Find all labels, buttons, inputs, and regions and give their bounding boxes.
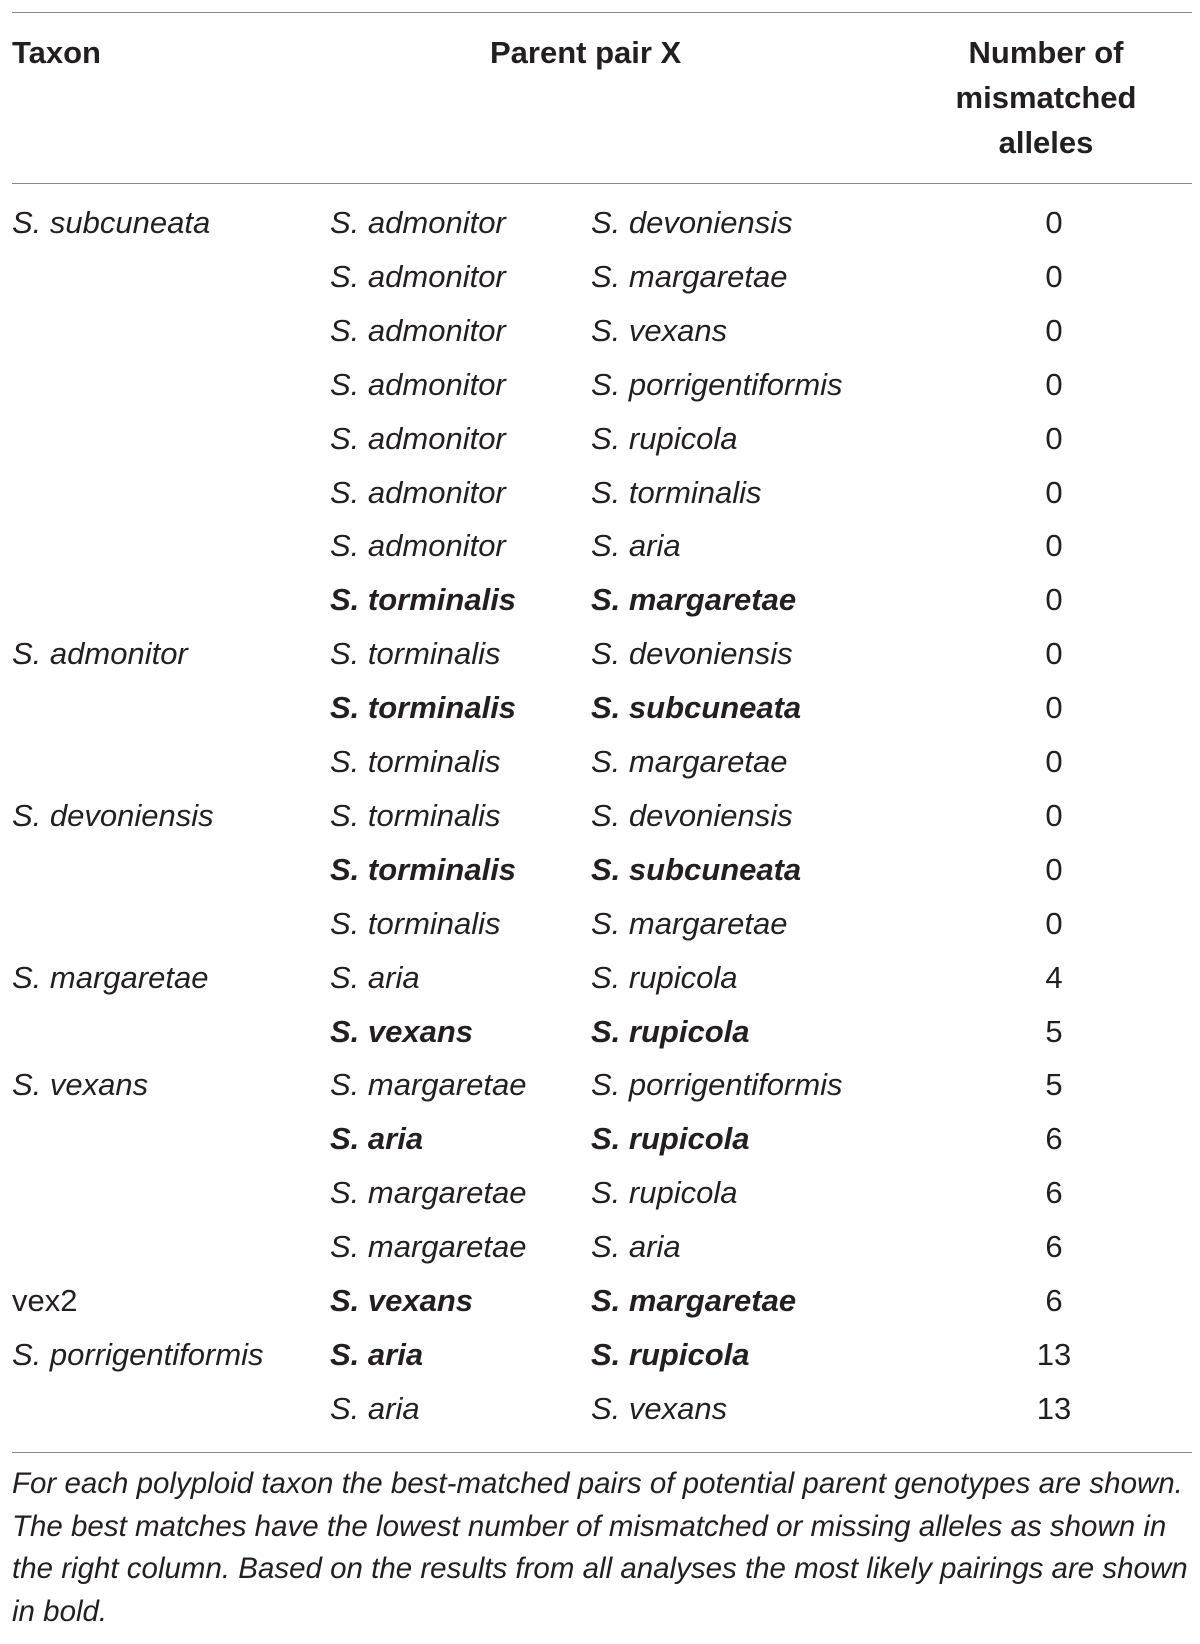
table-row — [0, 843, 1200, 897]
parent-1-cell: S. aria — [330, 1390, 420, 1426]
taxon-cell: S. porrigentiformis — [12, 1336, 264, 1372]
parent-1-cell: S. margaretae — [330, 1229, 527, 1265]
parent-2-cell: S. rupicola — [591, 1336, 750, 1372]
table-row — [0, 681, 1200, 735]
parent-1-cell: S. admonitor — [330, 205, 506, 240]
parent-2-cell: S. aria — [591, 528, 681, 564]
mismatch-count-cell: 0 — [1045, 690, 1063, 726]
parent-1-cell: S. margaretae — [330, 1175, 527, 1211]
table-row — [0, 1220, 1200, 1274]
mismatch-count-cell: 5 — [1045, 1067, 1063, 1103]
parent-2-cell: S. margaretae — [591, 582, 797, 618]
mismatch-count-cell: 0 — [1045, 905, 1063, 941]
mismatch-count-cell: 4 — [1045, 959, 1063, 995]
mismatch-count-cell: 0 — [1045, 636, 1063, 672]
parent-1-cell: S. torminalis — [330, 636, 501, 672]
mismatch-count-cell: 0 — [1045, 744, 1063, 779]
mismatch-count-cell: 6 — [1045, 1283, 1063, 1318]
table-row — [0, 735, 1200, 789]
mismatch-count-cell: 0 — [1045, 312, 1063, 348]
table-row — [0, 466, 1200, 520]
column-header-mismatched — [940, 30, 1152, 165]
parent-1-cell: S. torminalis — [330, 690, 517, 726]
parent-1-cell: S. admonitor — [330, 528, 506, 564]
mismatch-count-cell: 5 — [1045, 1013, 1063, 1049]
table-row — [0, 1274, 1200, 1328]
parent-1-cell: S. margaretae — [330, 1067, 527, 1103]
parent-1-cell: S. torminalis — [330, 797, 501, 833]
mismatch-count-cell: 0 — [1045, 258, 1063, 294]
table-row — [0, 951, 1200, 1005]
mismatch-count-cell: 13 — [1036, 1336, 1072, 1372]
parent-1-cell: S. admonitor — [330, 312, 506, 348]
parent-2-cell: S. porrigentiformis — [591, 366, 843, 402]
table-row — [0, 304, 1200, 358]
parent-2-cell: S. subcuneata — [591, 690, 802, 726]
parent-1-cell: S. vexans — [330, 1013, 474, 1049]
parent-1-cell: S. admonitor — [330, 366, 506, 402]
taxon-cell: vex2 — [12, 1283, 78, 1318]
parent-2-cell: S. rupicola — [591, 420, 738, 456]
table-top-rule — [12, 12, 1192, 13]
table-row — [0, 897, 1200, 951]
parent-2-cell: S. margaretae — [591, 1283, 797, 1318]
mismatch-count-cell: 0 — [1045, 420, 1063, 456]
parent-2-cell: S. margaretae — [591, 258, 788, 294]
table-row — [0, 1005, 1200, 1059]
mismatch-count-cell: 0 — [1045, 205, 1063, 240]
parent-2-cell: S. devoniensis — [591, 636, 793, 672]
table-row — [0, 1382, 1200, 1436]
parent-1-cell: S. aria — [330, 959, 420, 995]
column-header-parent-pair: Parent pair X — [490, 35, 682, 70]
table-row — [0, 196, 1200, 250]
taxon-cell: S. admonitor — [12, 636, 188, 672]
parent-2-cell: S. rupicola — [591, 1013, 750, 1049]
parent-1-cell: S. torminalis — [330, 905, 501, 941]
table-row — [0, 789, 1200, 843]
parent-2-cell: S. subcuneata — [591, 851, 802, 887]
parent-1-cell: S. aria — [330, 1336, 424, 1372]
mismatch-count-cell: 13 — [1036, 1390, 1072, 1426]
mismatch-count-cell: 0 — [1045, 797, 1063, 833]
mismatch-count-cell: 6 — [1045, 1121, 1063, 1157]
taxon-cell: S. margaretae — [12, 959, 209, 995]
parent-2-cell: S. rupicola — [591, 1121, 750, 1157]
parent-1-cell: S. torminalis — [330, 744, 501, 779]
table-header-rule — [12, 183, 1192, 184]
table-row — [0, 573, 1200, 627]
parent-1-cell: S. torminalis — [330, 851, 517, 887]
parent-2-cell: S. vexans — [591, 312, 728, 348]
table-bottom-rule — [12, 1452, 1192, 1453]
taxon-cell: S. vexans — [12, 1067, 149, 1103]
parent-1-cell: S. aria — [330, 1121, 424, 1157]
parent-2-cell: S. margaretae — [591, 744, 788, 779]
parent-2-cell: S. vexans — [591, 1390, 728, 1426]
column-header-taxon: Taxon — [12, 35, 101, 70]
parent-1-cell: S. admonitor — [330, 258, 506, 294]
parent-2-cell: S. porrigentiformis — [591, 1067, 843, 1103]
table-footnote: For each polyploid taxon the best-matched pairs of potential parent genotypes are shown. The best matches have the lowest number of mismatched or missing alleles as shown in the right column. Based on the results from all analyses the most likely pairings are shown in bold. — [12, 1467, 1188, 1628]
table-row — [0, 1058, 1200, 1112]
parent-2-cell: S. devoniensis — [591, 205, 793, 240]
parent-2-cell: S. aria — [591, 1229, 681, 1265]
table-row — [0, 1328, 1200, 1382]
column-header-mismatched-line-3: alleles — [998, 125, 1094, 160]
table-row — [0, 1112, 1200, 1166]
taxon-cell: S. devoniensis — [12, 797, 214, 833]
table-row — [0, 519, 1200, 573]
column-header-mismatched-line-2: mismatched — [955, 80, 1137, 115]
parent-2-cell: S. rupicola — [591, 1175, 738, 1211]
taxon-cell: S. subcuneata — [12, 205, 211, 240]
parent-1-cell: S. admonitor — [330, 474, 506, 510]
mismatch-count-cell: 6 — [1045, 1229, 1063, 1265]
parent-1-cell: S. vexans — [330, 1283, 474, 1318]
parent-1-cell: S. admonitor — [330, 420, 506, 456]
mismatch-count-cell: 0 — [1045, 474, 1063, 510]
column-header-mismatched-line-1: Number of — [968, 35, 1124, 70]
table-row — [0, 627, 1200, 681]
parent-2-cell: S. rupicola — [591, 959, 738, 995]
parent-1-cell: S. torminalis — [330, 582, 517, 618]
mismatch-count-cell: 0 — [1045, 528, 1063, 564]
mismatch-count-cell: 0 — [1045, 366, 1063, 402]
mismatch-count-cell: 0 — [1045, 582, 1063, 618]
table-row — [0, 1166, 1200, 1220]
table-row — [0, 412, 1200, 466]
parent-2-cell: S. torminalis — [591, 474, 762, 510]
parent-2-cell: S. margaretae — [591, 905, 788, 941]
table-row — [0, 358, 1200, 412]
table-row — [0, 250, 1200, 304]
mismatch-count-cell: 6 — [1045, 1175, 1063, 1211]
mismatch-count-cell: 0 — [1045, 851, 1063, 887]
parent-2-cell: S. devoniensis — [591, 797, 793, 833]
